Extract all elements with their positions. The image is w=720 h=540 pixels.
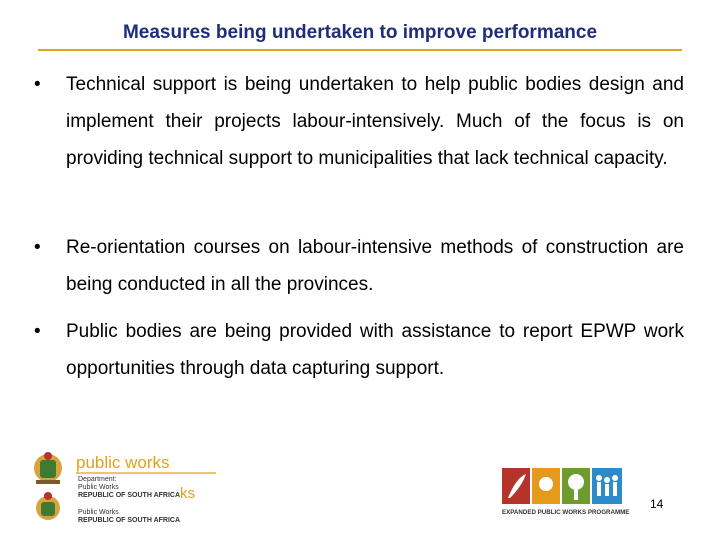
sun-icon (539, 477, 553, 491)
bullet-symbol: • (34, 321, 41, 342)
public-works-logo (20, 446, 220, 536)
page-number: 14 (650, 497, 664, 511)
bullet-text: Public bodies are being provided with assistance to report EPWP work opportunities through data capturing support. (66, 321, 684, 379)
partial-brand-text: ks (180, 485, 195, 502)
bullet-item-3 (34, 313, 684, 387)
dept-line-3: REPUBLIC OF SOUTH AFRICA (78, 492, 181, 499)
dept2-line-1: Public Works (78, 509, 119, 516)
bullet-symbol: • (34, 74, 41, 95)
dept-line-1: Department: (78, 476, 117, 483)
dept-line-2: Public Works (78, 484, 119, 491)
brand-text: public works (76, 453, 170, 472)
coat-of-arms-icon (36, 492, 60, 520)
people-icon (596, 475, 618, 496)
bullet-text: Technical support is being undertaken to help public bodies design and implement their projects labour-intensively. Much of the focus is on providing technical support to municipalities that lack technical capacity. (66, 74, 684, 169)
bullet-item-2 (34, 229, 684, 303)
dept2-line-2: REPUBLIC OF SOUTH AFRICA (78, 517, 181, 524)
epwp-logo (500, 462, 630, 520)
bullet-text: Re-orientation courses on labour-intensive methods of construction are being conducted in all the provinces. (66, 237, 684, 295)
bullet-item-1 (34, 66, 684, 177)
title-underline (38, 49, 682, 51)
bullet-symbol: • (34, 237, 41, 258)
epwp-caption: EXPANDED PUBLIC WORKS PROGRAMME (502, 509, 630, 516)
coat-of-arms-icon (34, 452, 62, 484)
slide-title: Measures being undertaken to improve performance (122, 22, 598, 43)
